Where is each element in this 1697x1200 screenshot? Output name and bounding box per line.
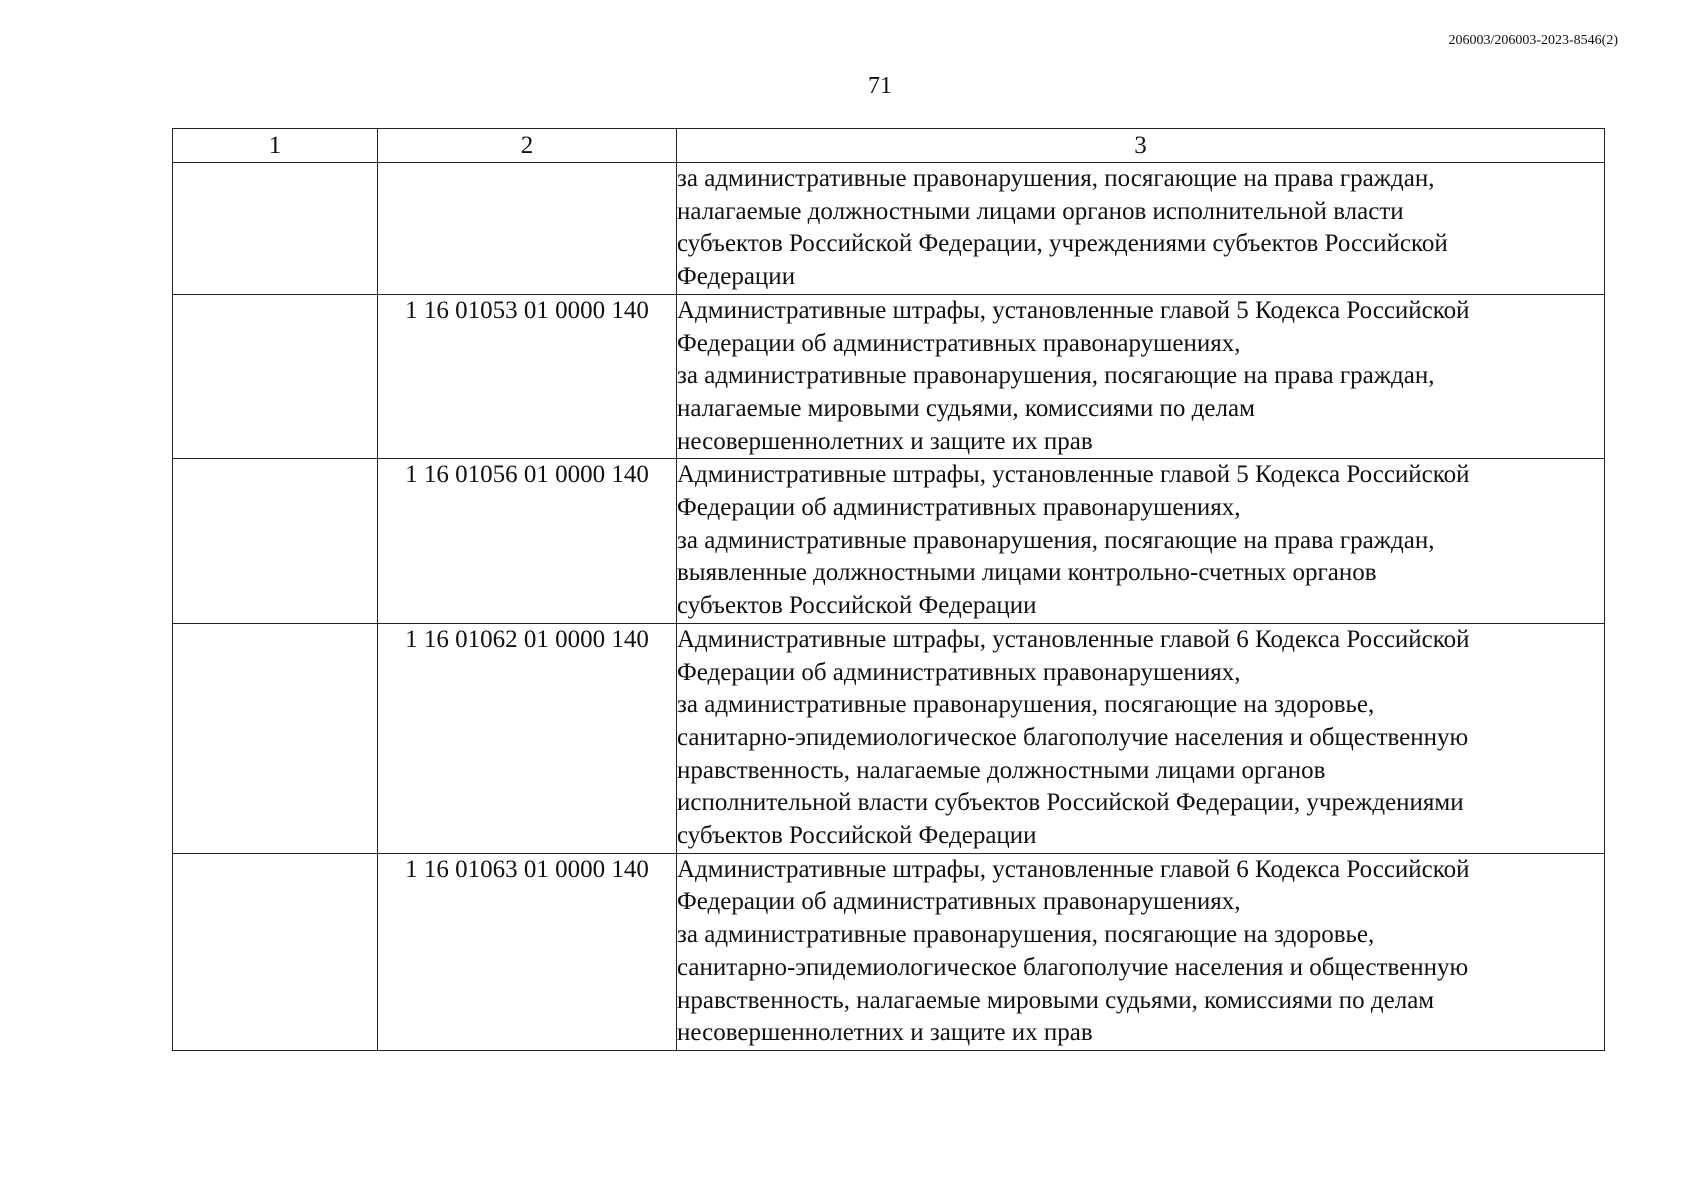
description-line: исполнительной власти субъектов Российской Федерации, учреждениями: [677, 789, 1464, 817]
table-row: [173, 294, 1605, 459]
description-line: за административные правонарушения, посягающие на права граждан,: [677, 526, 1435, 554]
description-line: налагаемые должностными лицами органов исполнительной власти: [677, 197, 1404, 225]
row-col1-cell: [173, 623, 378, 853]
revenue-codes-table: [172, 128, 1605, 1051]
document-id: 206003/206003-2023-8546(2): [1448, 33, 1618, 48]
table-row: [173, 163, 1605, 295]
table-row: [173, 459, 1605, 624]
description-line: Административные штрафы, установленные главой 6 Кодекса Российской: [677, 855, 1470, 883]
description-line: за административные правонарушения, посягающие на здоровье,: [677, 921, 1375, 949]
description-line: санитарно-эпидемиологическое благополучие населения и общественную: [677, 723, 1469, 751]
description-line: Федерации об административных правонарушениях,: [677, 329, 1241, 357]
description-cell: [677, 163, 1605, 295]
row-col1-cell: [173, 294, 378, 459]
description-line: выявленные должностными лицами контрольно-счетных органов: [677, 559, 1377, 587]
description-line: за административные правонарушения, посягающие на права граждан,: [677, 362, 1435, 390]
row-col1-cell: [173, 459, 378, 624]
description-line: налагаемые мировыми судьями, комиссиями по делам: [677, 394, 1255, 422]
row-col1-cell: [173, 163, 378, 295]
revenue-code-cell: 1 16 01056 01 0000 140: [378, 459, 677, 624]
description-line: санитарно-эпидемиологическое благополучие населения и общественную: [677, 953, 1469, 981]
column-header-3: 3: [677, 129, 1605, 163]
description-line: Федерации об административных правонарушениях,: [677, 888, 1241, 916]
revenue-code-cell: 1 16 01053 01 0000 140: [378, 294, 677, 459]
description-cell: [677, 459, 1605, 624]
table-header-row: [173, 129, 1605, 163]
description-line: Административные штрафы, установленные главой 6 Кодекса Российской: [677, 625, 1470, 653]
column-header-2: 2: [378, 129, 677, 163]
description-line: Административные штрафы, установленные главой 5 Кодекса Российской: [677, 296, 1470, 324]
description-line: Федерации: [677, 263, 796, 291]
description-line: нравственность, налагаемые мировыми судьями, комиссиями по делам: [677, 986, 1435, 1014]
revenue-code-cell: [378, 163, 677, 295]
description-line: несовершеннолетних и защите их прав: [677, 1019, 1093, 1047]
description-line: нравственность, налагаемые должностными лицами органов: [677, 756, 1326, 784]
revenue-code-cell: 1 16 01063 01 0000 140: [378, 853, 677, 1050]
description-line: за административные правонарушения, посягающие на права граждан,: [677, 165, 1435, 192]
description-line: Административные штрафы, установленные главой 5 Кодекса Российской: [677, 461, 1470, 489]
column-header-1: 1: [173, 129, 378, 163]
description-cell: [677, 294, 1605, 459]
description-line: субъектов Российской Федерации: [677, 592, 1037, 620]
description-line: за административные правонарушения, посягающие на здоровье,: [677, 691, 1375, 719]
description-line: Федерации об административных правонарушениях,: [677, 494, 1241, 522]
page-number: 71: [868, 73, 892, 99]
description-line: субъектов Российской Федерации: [677, 822, 1037, 850]
table-row: [173, 853, 1605, 1050]
revenue-code-cell: 1 16 01062 01 0000 140: [378, 623, 677, 853]
description-line: субъектов Российской Федерации, учреждениями субъектов Российской: [677, 230, 1448, 258]
description-line: несовершеннолетних и защите их прав: [677, 427, 1093, 455]
description-cell: [677, 623, 1605, 853]
description-cell: [677, 853, 1605, 1050]
table-row: [173, 623, 1605, 853]
row-col1-cell: [173, 853, 378, 1050]
description-line: Федерации об административных правонарушениях,: [677, 658, 1241, 686]
